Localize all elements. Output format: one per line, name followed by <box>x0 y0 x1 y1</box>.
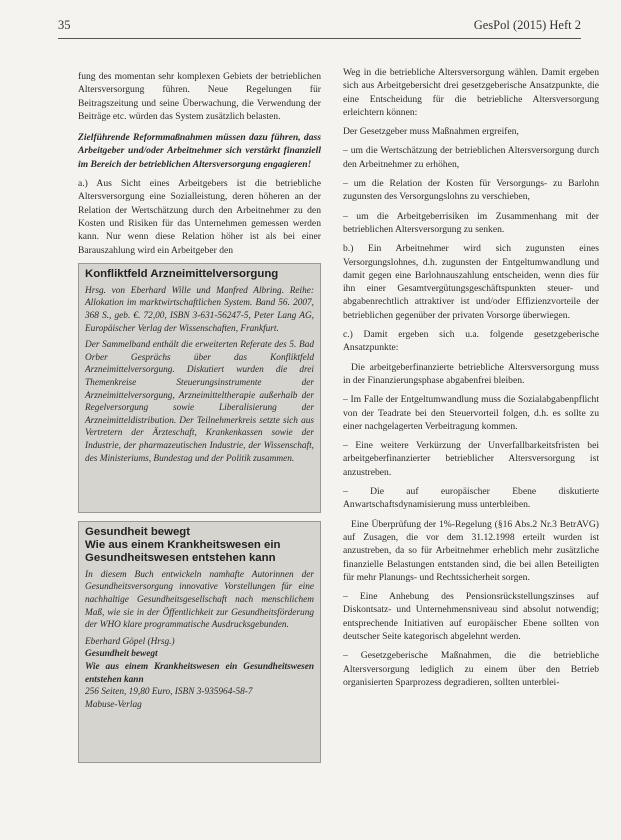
right-paragraph: b.) Ein Arbeitnehmer wird sich zugunsten eines Versorgungslohnes, d.h. zugunsten der Entgeltumwandlung und damit gegen eine Barlohnauszahlung entscheiden, wenn dies für ihn einer Gesamtvergütungsgeschäftspunkten steuer- und abgabenrechtlich attraktiver ist und/oder Effizienzvorteile der betrieblichen gegenüber der privaten Vorsorge überwiegen. <box>343 243 599 321</box>
box-meta: 256 Seiten, 19,80 Euro, ISBN 3-935964-58-7 <box>85 687 253 698</box>
left-intro-paragraph: fung des momentan sehr komplexen Gebiets der betrieblichen Altersversorgung führen. Neue Regelungen für Beitragszeitung und seine Überwachung, die Verwendung der Beiträge etc. würden das System zusätzlich belasten. <box>78 71 321 122</box>
box-title <box>85 526 314 565</box>
box-title: Konfliktfeld Arzneimittelversorgung <box>85 267 279 280</box>
list-item: – Im Falle der Entgeltumwandlung muss die Sozialabgabenpflicht von der Teadrate bei den Steuervorteil folgen, d.h. es sollte zu einer nachgelagerten Verbeitragung kommen. <box>343 394 599 432</box>
list-item: – Die auf europäischer Ebene diskutierte Anwartschaftsdynamisierung muss unterbleiben. <box>343 486 599 511</box>
box-title-line: Gesundheit bewegt <box>85 525 191 538</box>
box-book-subtitle: Wie aus einem Krankheitswesen ein Gesundheitswesen entstehen kann <box>85 662 314 685</box>
box-body: Der Sammelband enthält die erweiterten Referate des 5. Bad Orber Gesprächs über das Konfliktfeld Arzneimittelversorgung. Diskutiert wurden die drei Themenkreise Steuerungsinstrumente der Arzneimittelversorgung, Arzneimitteltherapie außerhalb der Regelversorgung sowie Liberalisierung der Arzneimitteldistribution. Der Teilnehmerkreis setzte sich aus Vertretern der Ärzteschaft, Krankenkassen sowie der Industrie, der pharmazeutischen Industrie, der Wissenschaft, des Ministeriums, Bundestag und der Politik zusammen. <box>85 340 314 464</box>
box-title-line: Gesundheitswesen entstehen kann <box>85 551 276 564</box>
box-body: In diesem Buch entwickeln namhafte Autorinnen der Gesundheitsversorgung innovative Vorstellungen für eine nachhaltige Gesundheitsgesellschaft nach menschlichem Maß, wie sie in der Öffentlichkeit zur Gesundheitsförderung der WHO klare programmatische Ausdrucksgebunden. <box>85 569 314 631</box>
right-column <box>343 66 599 695</box>
emphasis-paragraph: Zielführende Reformmaßnahmen müssen dazu führen, dass Arbeitgeber und/oder Arbeitnehmer sich verstärkt finanziell im Bereich der betrieblichen Altersversorgung engagieren! <box>78 132 321 170</box>
box-citation: Hrsg. von Eberhard Wille und Manfred Albring. Reihe: Allokation im marktwirtschaftlichen System. Band 56. 2007, 368 S., geb. €. 72,00, ISBN 3-631-56247-5, Peter Lang AG, Europäischer Verlag der Wissenschaften, Frankfurt. <box>85 285 314 334</box>
list-item: – um die Wertschätzung der betrieblichen Altersversorgung durch den Arbeitnehmer zu erhöhen, <box>343 145 599 170</box>
list-item: – Eine Anhebung des Pensionsrückstellungszinses auf Diskontsatz- und Unternehmensniveau sind absolut notwendig; entsprechende Initiativen auf europäischer Ebene sollten von deutscher Seite kategorisch abgelehnt werden. <box>343 591 599 642</box>
list-item: – Eine weitere Verkürzung der Unverfallbarkeitsfristen bei arbeitgeberfinanzierter betrieblicher Altersversorgung ist anzustreben. <box>343 440 599 478</box>
paragraph-a: a.) Aus Sicht eines Arbeitgebers ist die betriebliche Altersversorgung eine Sozialleistung, deren höheren an der Relation der Wertschätzung durch den Arbeitnehmer zu den Kosten und Risiken für das Unternehmen gemessen werden kann. Nur wenn diese Relation höher ist als bei einer Barauszahlung wird ein Arbeitgeber den <box>78 178 321 256</box>
left-column <box>78 70 321 771</box>
right-paragraph: Der Gesetzgeber muss Maßnahmen ergreifen, <box>343 126 519 138</box>
right-paragraph: c.) Damit ergeben sich u.a. folgende gesetzgeberische Ansatzpunkte: <box>343 329 599 354</box>
box-book-title: Gesundheit bewegt <box>85 649 158 660</box>
journal-reference: GesPol (2015) Heft 2 <box>473 18 581 32</box>
right-paragraph: Weg in die betriebliche Altersversorgung wählen. Damit ergeben sich aus Arbeitgebersicht drei gesetzgeberische Ansatzpunkte, die eine Entscheidung für die betriebliche Altersversorgung erleichtern können: <box>343 67 599 118</box>
box-editor: Eberhard Göpel (Hrsg.) <box>85 636 175 647</box>
box-title-line: Wie aus einem Krankheitswesen ein <box>85 538 281 551</box>
book-review-box-arzneimittel <box>78 263 321 513</box>
page-number: 35 <box>58 18 71 32</box>
list-item: – um die Relation der Kosten für Versorgungs- zu Barlohn zugunsten des Versorgungslohns zu verschieben, <box>343 178 599 203</box>
list-item: – um die Arbeitgeberrisiken im Zusammenhang mit der betrieblichen Altersversorgung zu senken. <box>343 210 599 235</box>
list-item: – Gesetzgeberische Maßnahmen, die die betriebliche Altersversorgung lediglich zu einem über den Betrieb organisierten Sparprozess degradieren, sollten unterblei- <box>343 650 599 688</box>
book-review-box-gesundheit <box>78 521 321 763</box>
right-paragraph: Die arbeitgeberfinanzierte betriebliche Altersversorgung muss in der Finanzierungsphase abgabenfrei bleiben. <box>343 361 599 386</box>
box-publisher: Mabuse-Verlag <box>85 699 142 710</box>
right-paragraph: Eine Überprüfung der 1%-Regelung (§16 Abs.2 Nr.3 BetrAVG) auf Zusagen, die vor dem 31.12.1998 erteilt wurden ist anzustreben, da so für Arbeitnehmer erheblich mehr zusätzliche finanzielle Belastungen entstanden sind, die bei allen Beteiligten für mehr Planungs- und Rechtssicherheit sorgen. <box>343 518 599 583</box>
page-header <box>58 14 581 39</box>
